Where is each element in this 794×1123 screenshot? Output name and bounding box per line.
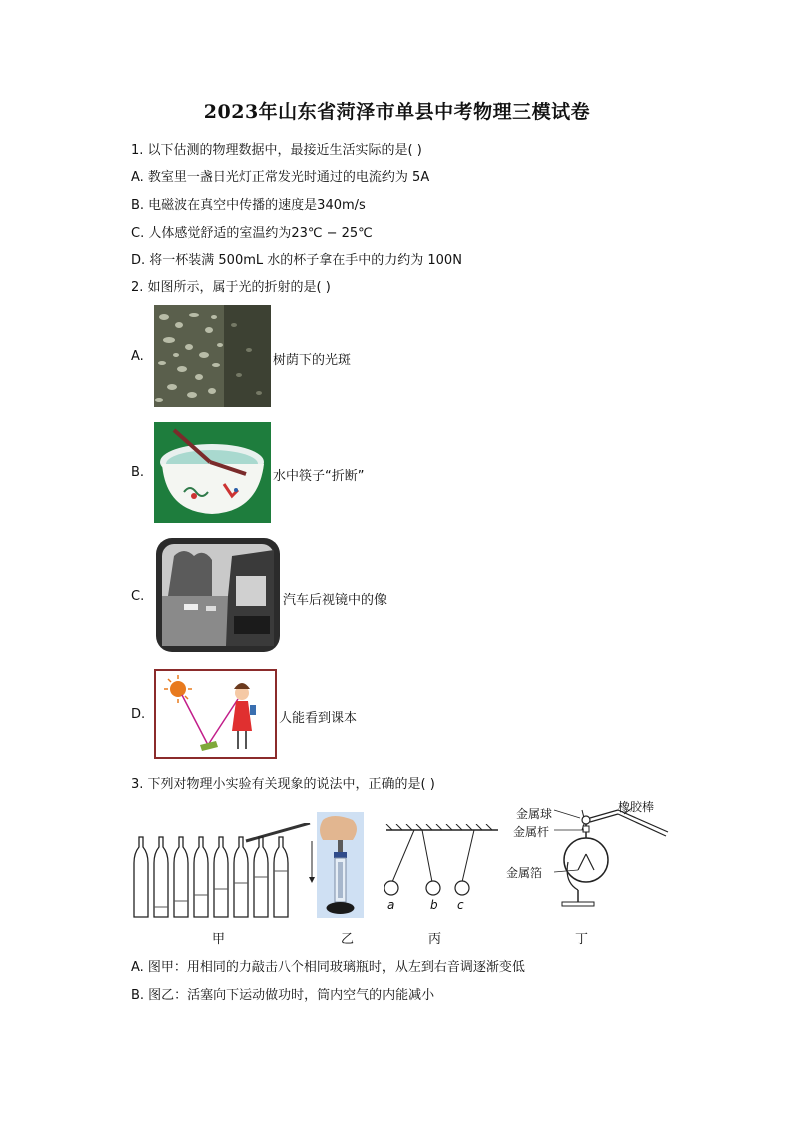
figure-yi-label: 乙 [341, 932, 355, 947]
metal-foil-label: 金属箔 [506, 866, 543, 880]
person-reading-book-diagram [154, 669, 277, 759]
ball-c-label: c [457, 898, 464, 912]
q1-option-b: B. 电磁波在真空中传播的速度是340m/s [131, 198, 366, 213]
q2-option-b-label: B. [131, 465, 145, 480]
metal-rod-label: 金属杆 [513, 825, 550, 839]
ball-b-label: b [430, 898, 438, 912]
q2-option-d-caption: 人能看到课本 [279, 711, 358, 726]
q2-option-c-caption: 汽车后视镜中的像 [283, 593, 388, 608]
figure-bing-label: 丙 [428, 932, 442, 947]
q2-option-b-caption: 水中筷子“折断” [273, 469, 365, 484]
q1-stem: 1. 以下估测的物理数据中，最接近生活实际的是( ) [131, 143, 422, 158]
glass-bottles-figure [126, 823, 316, 923]
electroscope-figure [548, 796, 678, 914]
q2-option-a-caption: 树荫下的光斑 [273, 353, 352, 368]
tree-shade-light-spots-image [154, 305, 271, 407]
q1-option-c: C. 人体感觉舒适的室温约为23℃ − 25℃ [131, 226, 373, 241]
q2-option-d-label: D. [131, 707, 146, 722]
car-rearview-mirror-image [154, 536, 282, 654]
pendulum-balls-figure [384, 824, 500, 916]
q3-stem: 3. 下列对物理小实验有关现象的说法中，正确的是( ) [131, 777, 435, 792]
q3-option-b: B. 图乙：活塞向下运动做功时，筒内空气的内能减小 [131, 988, 435, 1003]
chopstick-in-water-bowl-image [154, 422, 271, 523]
air-compression-cylinder-image [317, 812, 364, 918]
q2-stem: 2. 如图所示，属于光的折射的是( ) [131, 280, 331, 295]
rubber-rod-label: 橡胶棒 [618, 800, 655, 814]
q2-option-a-label: A. [131, 349, 144, 364]
q1-option-a: A. 教室里一盏日光灯正常发光时通过的电流约为 5A [131, 170, 430, 185]
page-title: 2023年山东省菏泽市单县中考物理三模试卷 [203, 101, 591, 123]
metal-ball-label: 金属球 [516, 807, 553, 821]
q2-option-c-label: C. [131, 589, 145, 604]
figure-ding-label: 丁 [575, 932, 589, 947]
q3-option-a: A. 图甲：用相同的力敲击八个相同玻璃瓶时，从左到右音调逐渐变低 [131, 960, 525, 975]
ball-a-label: a [387, 898, 395, 912]
figure-jia-label: 甲 [212, 932, 226, 947]
q1-option-d: D. 将一杯装满 500mL 水的杯子拿在手中的力约为 100N [131, 253, 462, 268]
